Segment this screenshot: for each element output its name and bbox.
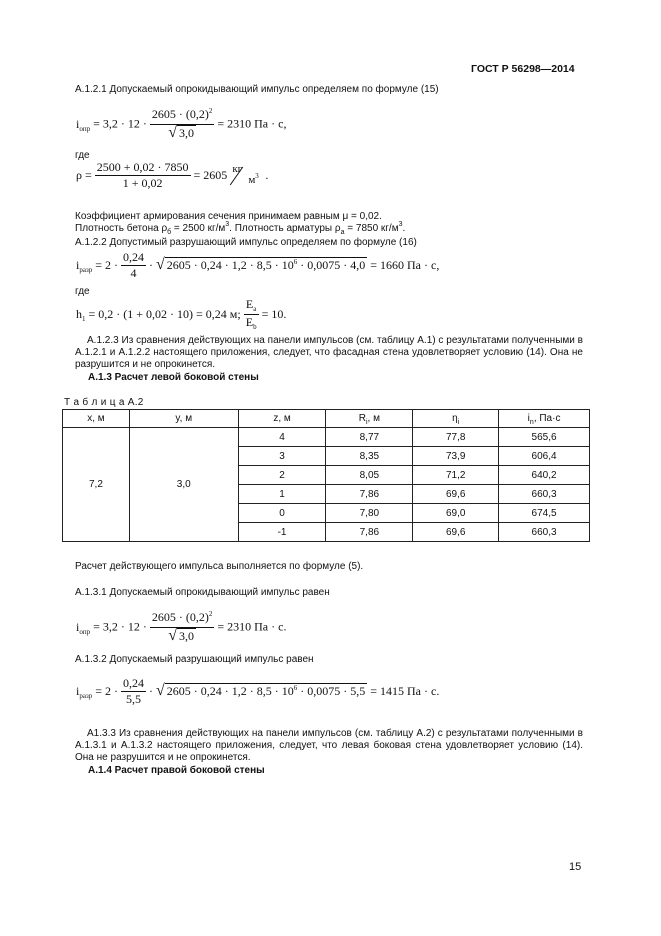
cell-eta: 69,6 <box>413 485 499 504</box>
document-standard-code: ГОСТ Р 56298—2014 <box>471 63 575 75</box>
unit-kg-per-m3: кг $м^3$ <box>230 163 262 189</box>
formula-destruction-impulse-2: $i_{разр} = 2$ · $\frac{0,24}{5,5}$ · √ $2605 \cdot 0,24 \cdot 1,2 \cdot 8,5 \cdot 10^6 \cdot 0,0075 \cdot 5,5 = 1415$ Па · с. <box>76 676 440 706</box>
cell-r: 8,05 <box>326 466 413 485</box>
cell-r: 7,86 <box>326 485 413 504</box>
table-a2 <box>62 409 590 542</box>
table-row <box>63 428 590 447</box>
cell-z: 3 <box>238 447 326 466</box>
section-a122-text: А.1.2.2 Допустимый разрушающий импульс определяем по формуле (16) <box>75 237 417 248</box>
cell-eta: 73,9 <box>413 447 499 466</box>
cell-eta: 69,0 <box>413 504 499 523</box>
cell-eta: 69,6 <box>413 523 499 542</box>
section-a121-text: А.1.2.1 Допускаемый опрокидывающий импульс определяем по формуле (15) <box>75 84 439 95</box>
heading-a14: А.1.4 Расчет правой боковой стены <box>88 765 265 776</box>
formula-destruction-impulse-1: $i_{разр} = 2$ · $\frac{0,24}{4}$ · √ $2605 \cdot 0,24 \cdot 1,2 \cdot 8,5 \cdot 10^6 \cdot 0,0075 \cdot 4,0 = 1660$ Па · с, <box>76 250 440 280</box>
cell-impulse: 565,6 <box>499 428 590 447</box>
reinforcement-text: Коэффициент армирования сечения принимаем равным μ = 0,02. <box>75 211 382 222</box>
header-eta: $\eta_i$ <box>413 410 499 428</box>
section-a132-text: А.1.3.2 Допускаемый разрушающий импульс равен <box>75 654 314 665</box>
paragraph-a123: А.1.2.3 Из сравнения действующих на панели импульсов (см. таблицу А.1) с результатами полученными в А.1.2.1 и А.1.2.2 настоящего приложения, следует, что фасадная стена удовлетворяет условию (14). Она не разрушится и не опрокинется. <box>75 335 583 370</box>
header-x: x, м <box>63 410 130 428</box>
cell-z: 0 <box>238 504 326 523</box>
page-number: 15 <box>569 861 582 873</box>
cell-impulse: 606,4 <box>499 447 590 466</box>
header-y: y, м <box>129 410 238 428</box>
cell-z: 1 <box>238 485 326 504</box>
header-r: $R_i$, м <box>326 410 413 428</box>
cell-x: 7,2 <box>63 428 130 542</box>
cell-eta: 77,8 <box>413 428 499 447</box>
formula-overturn-impulse-2: $i_{опр} = 3,2 \cdot 12$ · $\frac{2605 \cdot (0,2)^2}{√ 3,0}$ = 2310 Па · с. <box>76 610 287 644</box>
cell-z: 4 <box>238 428 326 447</box>
header-z: z, м <box>238 410 326 428</box>
cell-r: 7,80 <box>326 504 413 523</box>
table-caption: Т а б л и ц а А.2 <box>64 397 144 408</box>
where-label-1: где <box>75 150 90 161</box>
formula-density: ρ = $\frac{2500 + 0,02 \cdot 7850}{1 + 0,02}$ = 2605 кг $м^3$ . <box>76 160 269 190</box>
paragraph-a133: А1.3.3 Из сравнения действующих на панели импульсов (см. таблицу А.2) с результатами полученными в А.1.3.1 и А.1.3.2 настоящего приложения, следует, что левая боковая стена удовлетворяет условию (14). Она не разрушится и не опрокинется. <box>75 728 583 763</box>
cell-z: 2 <box>238 466 326 485</box>
cell-impulse: 640,2 <box>499 466 590 485</box>
cell-impulse: 660,3 <box>499 485 590 504</box>
cell-impulse: 660,3 <box>499 523 590 542</box>
heading-a13: А.1.3 Расчет левой боковой стены <box>88 372 259 383</box>
cell-impulse: 674,5 <box>499 504 590 523</box>
header-impulse: $i_n$, Па·с <box>499 410 590 428</box>
table-header-row <box>63 410 590 428</box>
cell-r: 8,35 <box>326 447 413 466</box>
formula-h1-ratio: $h_1 = 0,2 \cdot (1 + 0,02 \cdot 10) = 0,24$ м; $\frac{E_а}{E_b}$ = 10. <box>76 297 287 331</box>
density-text: Плотность бетона $\rho_б = 2500$ $кг/м^3$. Плотность арматуры $\rho_а = 7850$ $кг/м^3$. <box>75 221 406 236</box>
cell-eta: 71,2 <box>413 466 499 485</box>
where-label-2: где <box>75 286 90 297</box>
section-a131-text: А.1.3.1 Допускаемый опрокидывающий импульс равен <box>75 587 330 598</box>
cell-z: -1 <box>238 523 326 542</box>
cell-r: 7,86 <box>326 523 413 542</box>
calc-note: Расчет действующего импульса выполняется по формуле (5). <box>75 561 364 572</box>
cell-r: 8,77 <box>326 428 413 447</box>
cell-y: 3,0 <box>129 428 238 542</box>
formula-overturn-impulse-1: $i_{опр} = 3,2 \cdot 12$ · $\frac{2605 \cdot (0,2)^2}{√ 3,0}$ = 2310 Па · с, <box>76 107 287 141</box>
